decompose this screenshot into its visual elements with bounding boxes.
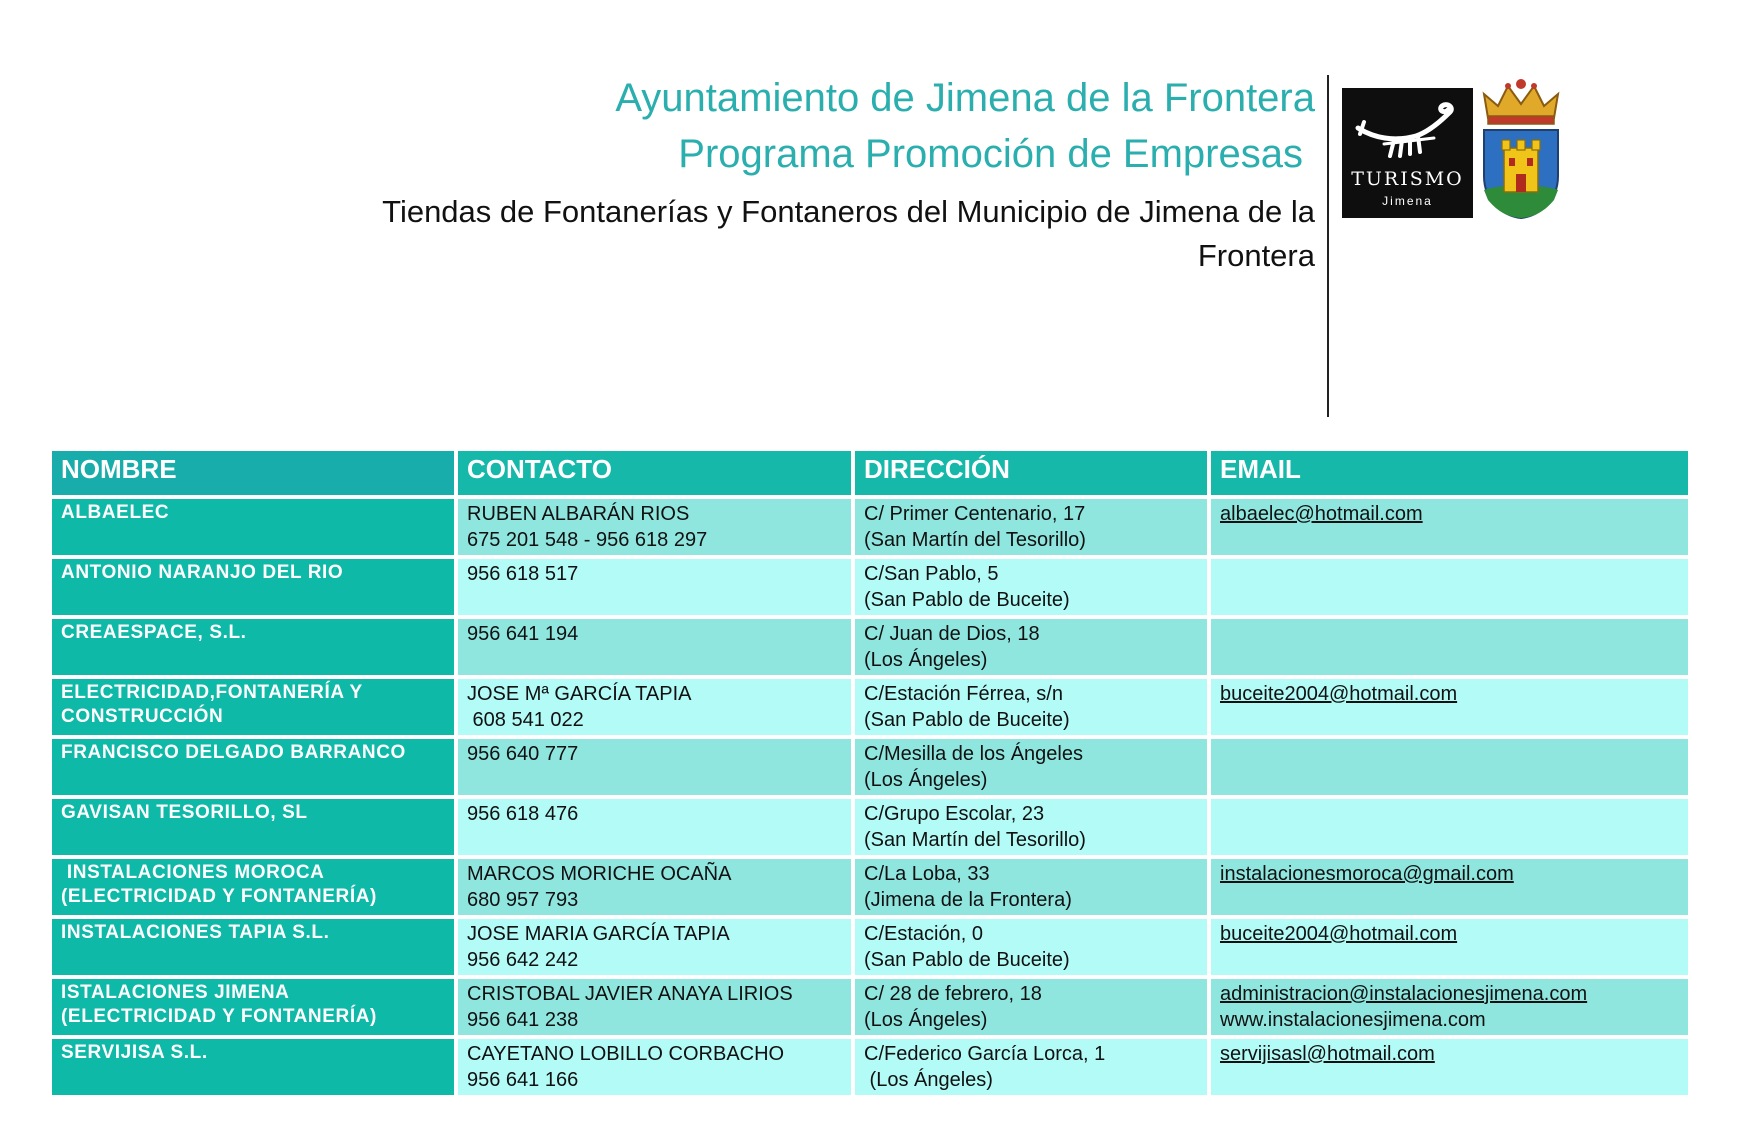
contact-cell [458,979,851,1035]
table-row [52,499,1688,555]
contact-line: JOSE Mª GARCÍA TAPIA [467,683,692,705]
email-link[interactable]: albaelec@hotmail.com [1220,503,1423,525]
business-name: (ELECTRICIDAD Y FONTANERÍA) [61,1006,377,1027]
address-cell [855,799,1207,855]
email-link[interactable]: instalacionesmoroca@gmail.com [1220,863,1514,885]
contact-line: CRISTOBAL JAVIER ANAYA LIRIOS [467,983,793,1005]
address-line: (San Pablo de Buceite) [864,589,1070,611]
address-cell [855,739,1207,795]
header-row [52,451,1688,495]
contact-line: JOSE MARIA GARCÍA TAPIA [467,923,730,945]
table-row [52,919,1688,975]
address-line: C/ Primer Centenario, 17 [864,503,1086,525]
email-cell [1211,559,1688,615]
website-text: www.instalacionesjimena.com [1220,1009,1486,1031]
contact-line: RUBEN ALBARÁN RIOS [467,503,690,525]
contact-cell [458,619,851,675]
address-line: C/Grupo Escolar, 23 [864,803,1045,825]
contact-line: 608 541 022 [467,709,584,731]
address-cell [855,1039,1207,1095]
address-line: C/Estación, 0 [864,923,983,945]
table-row [52,859,1688,915]
table-header [52,451,1688,495]
table-row [52,979,1688,1035]
contact-cell [458,739,851,795]
email-link[interactable]: administracion@instalacionesjimena.com [1220,983,1588,1005]
subtitle-line-2: Frontera [1197,238,1315,273]
table-row [52,739,1688,795]
business-name-cell [52,679,454,735]
contact-line: CAYETANO LOBILLO CORBACHO [467,1043,785,1065]
header-divider [1327,75,1329,417]
address-line: (San Pablo de Buceite) [864,949,1070,971]
business-name: GAVISAN TESORILLO, SL [61,802,308,823]
business-name-cell [52,739,454,795]
address-line: C/La Loba, 33 [864,863,990,885]
business-name-cell [52,559,454,615]
contact-line: 956 641 194 [467,623,579,645]
subtitle-line-1: Tiendas de Fontanerías y Fontaneros del Municipio de Jimena de la [382,194,1315,229]
email-cell [1211,919,1688,975]
email-cell [1211,739,1688,795]
document-header [240,70,1315,278]
address-cell [855,619,1207,675]
email-cell [1211,859,1688,915]
address-line: C/ 28 de febrero, 18 [864,983,1042,1005]
column-header-direccion: DIRECCIÓN [855,451,1207,495]
contact-line: 956 641 166 [467,1069,579,1091]
table-body [52,499,1688,1095]
business-name: ISTALACIONES JIMENA [61,982,290,1003]
organization-title: Ayuntamiento de Jimena de la Frontera [615,76,1315,120]
business-name-cell [52,859,454,915]
table-row [52,799,1688,855]
email-cell [1211,499,1688,555]
email-cell [1211,1039,1688,1095]
address-line: (Jimena de la Frontera) [864,889,1072,911]
contact-line: MARCOS MORICHE OCAÑA [467,863,732,885]
address-cell [855,679,1207,735]
contact-cell [458,799,851,855]
contact-cell [458,919,851,975]
turismo-place: Jimena [1382,194,1433,208]
address-line: C/Federico García Lorca, 1 [864,1043,1106,1065]
address-line: (Los Ángeles) [864,1069,993,1091]
table-row [52,619,1688,675]
address-line: (Los Ángeles) [864,1009,988,1031]
contact-line: 675 201 548 - 956 618 297 [467,529,708,551]
contact-line: 956 640 777 [467,743,579,765]
email-link[interactable]: servijisasl@hotmail.com [1220,1043,1435,1065]
email-link[interactable]: buceite2004@hotmail.com [1220,683,1458,705]
email-cell [1211,799,1688,855]
business-name-cell [52,619,454,675]
address-cell [855,559,1207,615]
contact-line: 956 618 517 [467,563,579,585]
column-header-nombre: NOMBRE [52,451,454,495]
address-line: C/Mesilla de los Ángeles [864,743,1083,765]
turismo-jimena-logo [1342,88,1473,218]
contact-line: 680 957 793 [467,889,579,911]
business-name-cell [52,1039,454,1095]
business-name: CONSTRUCCIÓN [61,706,224,727]
email-cell [1211,679,1688,735]
business-name-cell [52,919,454,975]
column-header-contacto: CONTACTO [458,451,851,495]
business-name-cell [52,979,454,1035]
business-name: (ELECTRICIDAD Y FONTANERÍA) [61,886,377,907]
address-cell [855,919,1207,975]
business-name: ANTONIO NARANJO DEL RIO [61,562,344,583]
email-cell [1211,619,1688,675]
document-subtitle [240,190,1315,278]
contact-line: 956 641 238 [467,1009,579,1031]
address-line: (San Pablo de Buceite) [864,709,1070,731]
program-title: Programa Promoción de Empresas [678,132,1303,176]
address-line: (San Martín del Tesorillo) [864,829,1086,851]
address-line: (Los Ángeles) [864,649,988,671]
business-directory-table [48,447,1692,1099]
table-row [52,679,1688,735]
business-name: ALBAELEC [61,502,170,523]
address-line: C/ Juan de Dios, 18 [864,623,1040,645]
contact-cell [458,859,851,915]
municipal-coat-of-arms [1478,78,1564,220]
business-name: ELECTRICIDAD,FONTANERÍA Y [61,682,363,703]
business-name: INSTALACIONES MOROCA [61,862,325,883]
contact-cell [458,559,851,615]
address-line: C/San Pablo, 5 [864,563,999,585]
business-name: CREAESPACE, S.L. [61,622,247,643]
address-cell [855,499,1207,555]
business-name: INSTALACIONES TAPIA S.L. [61,922,330,943]
contact-cell [458,499,851,555]
business-name-cell [52,499,454,555]
email-link[interactable]: buceite2004@hotmail.com [1220,923,1458,945]
business-name: FRANCISCO DELGADO BARRANCO [61,742,406,763]
address-cell [855,979,1207,1035]
contact-line: 956 618 476 [467,803,579,825]
address-line: C/Estación Férrea, s/n [864,683,1063,705]
table-row [52,1039,1688,1095]
table-row [52,559,1688,615]
contact-cell [458,679,851,735]
turismo-wordmark: TURISMO [1351,168,1464,190]
address-cell [855,859,1207,915]
bird-icon [1354,98,1462,164]
contact-cell [458,1039,851,1095]
email-cell [1211,979,1688,1035]
column-header-email: EMAIL [1211,451,1688,495]
contact-line: 956 642 242 [467,949,579,971]
business-name: SERVIJISA S.L. [61,1042,208,1063]
business-name-cell [52,799,454,855]
address-line: (San Martín del Tesorillo) [864,529,1086,551]
address-line: (Los Ángeles) [864,769,988,791]
